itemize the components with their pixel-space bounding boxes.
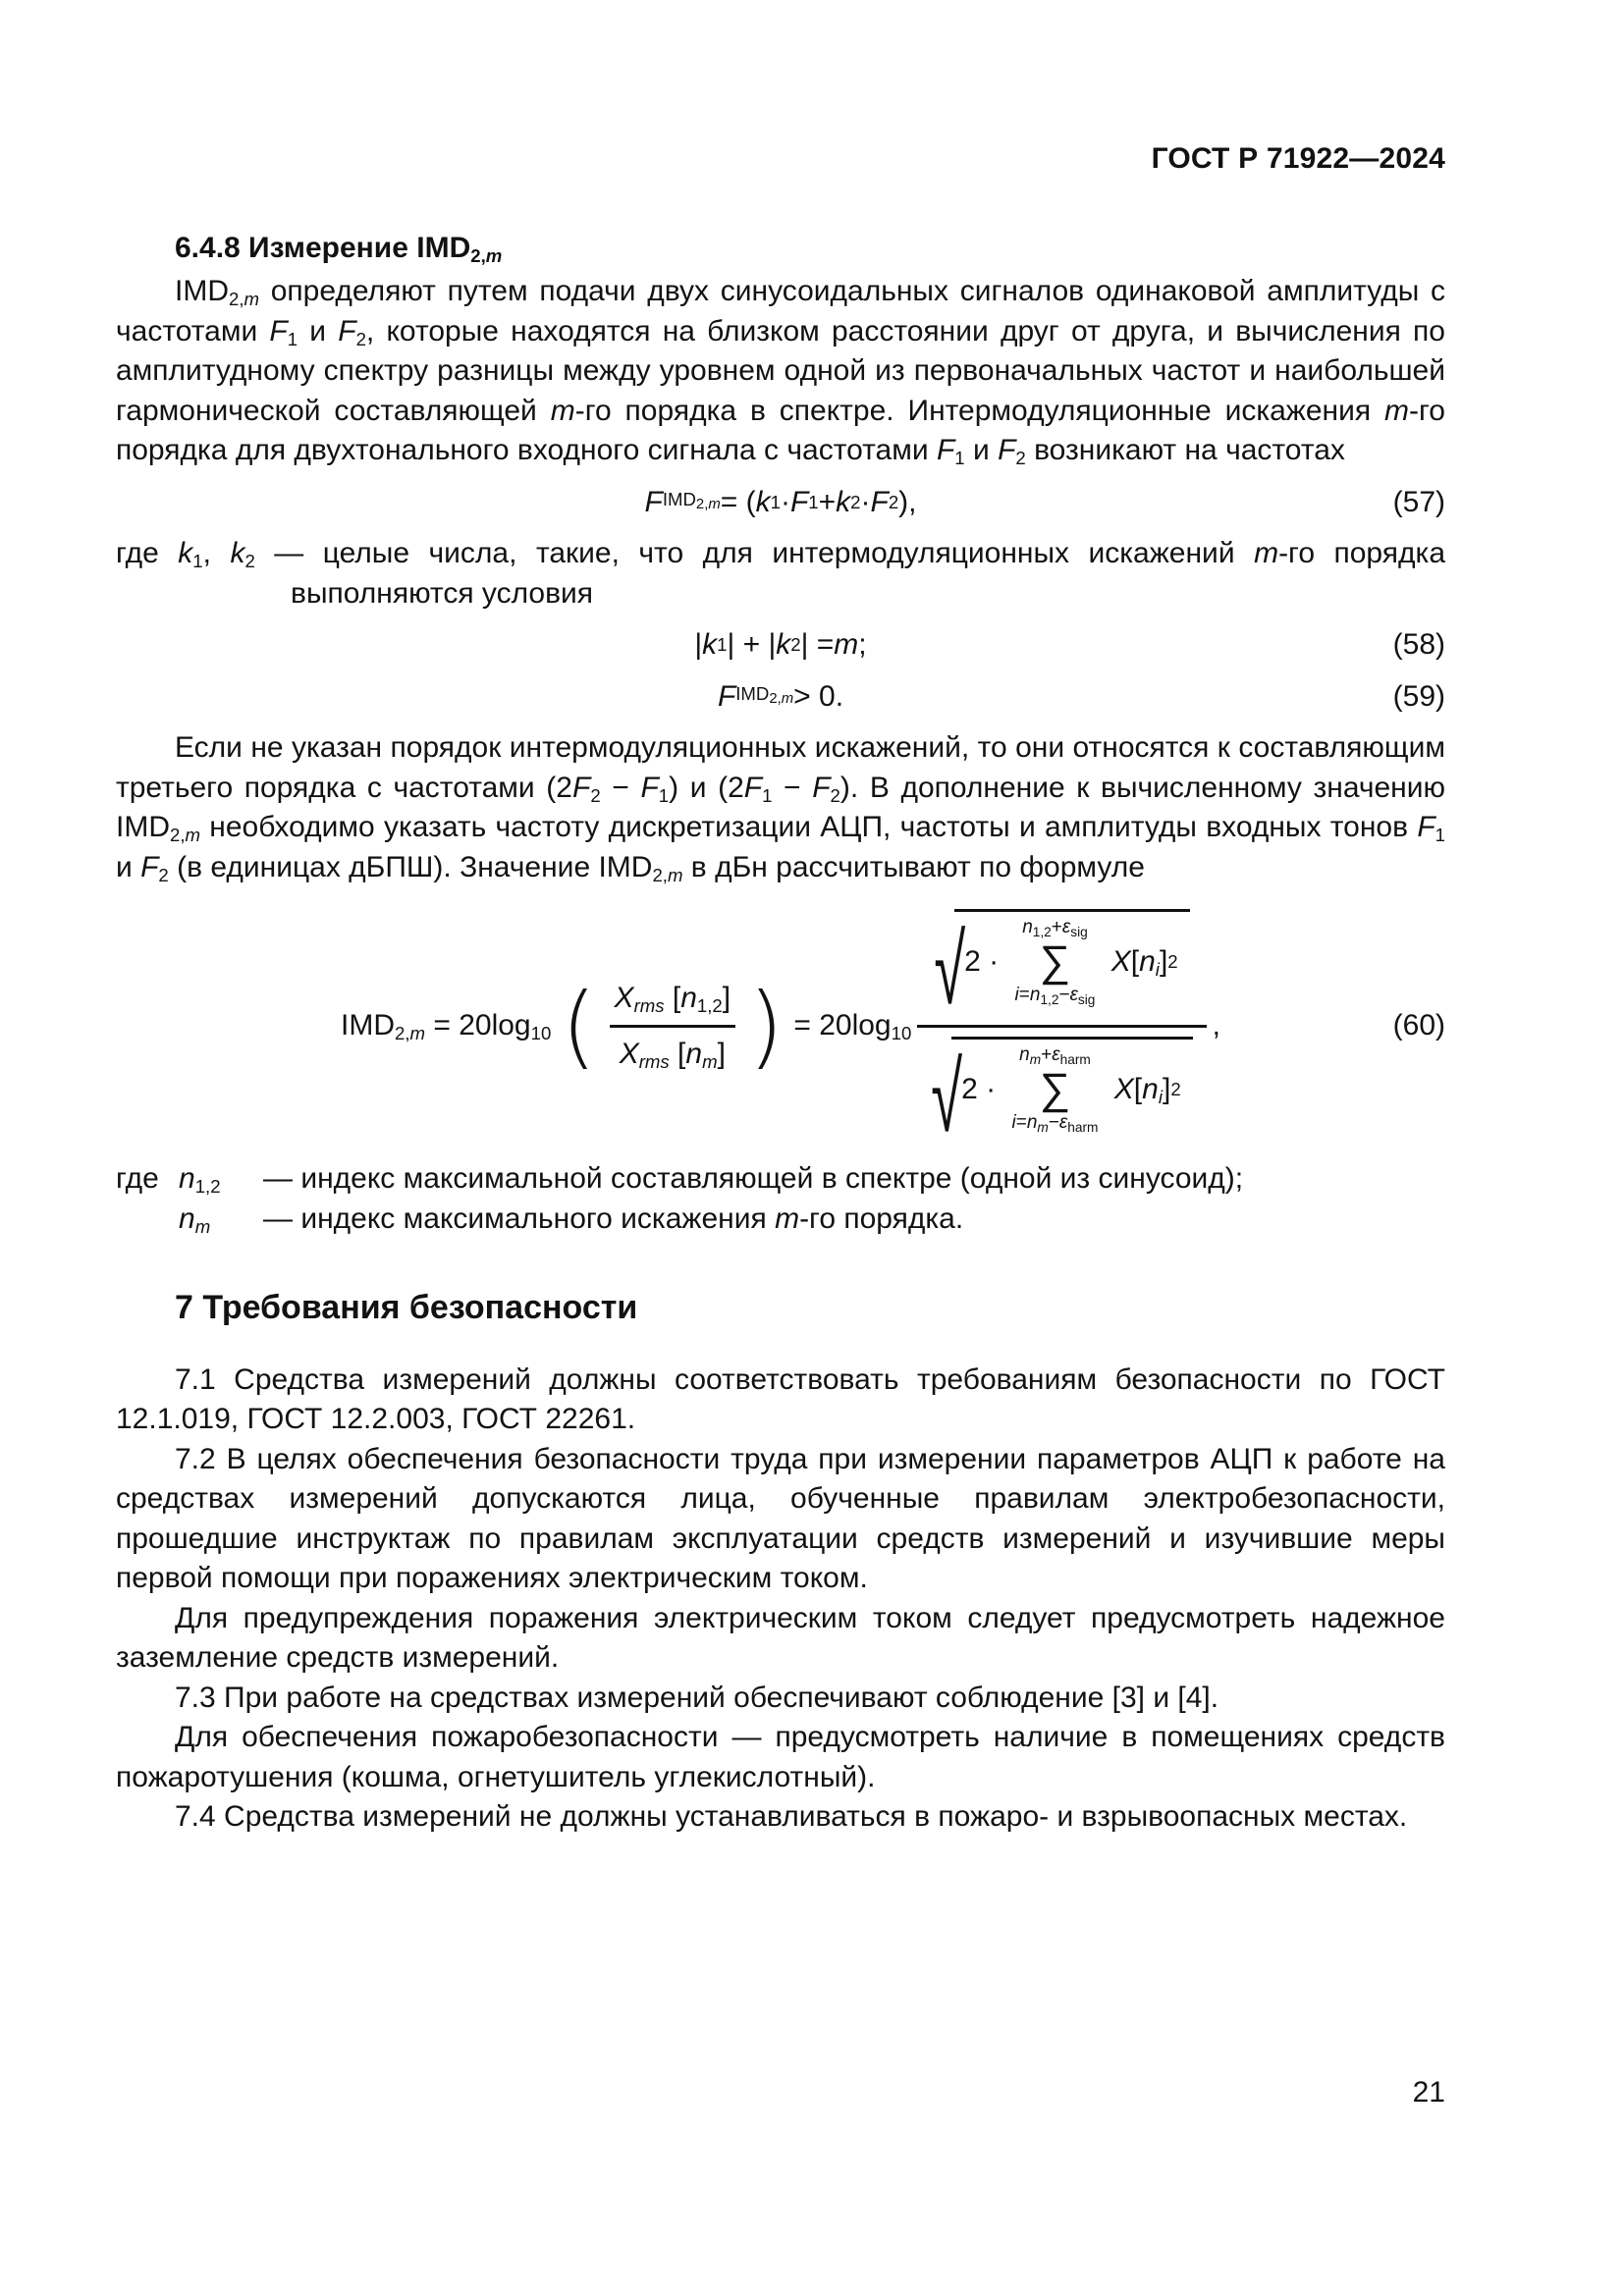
paragraph-7-3: 7.3 При работе на средствах измерений обеспечивают соблюдение [3] и [4]. bbox=[175, 1681, 1219, 1714]
page-number: 21 bbox=[1412, 2076, 1445, 2109]
equation-58-number: (58) bbox=[1392, 628, 1445, 661]
paragraph-where-k: где $k_1$, $k_2$ — целые числа, такие, что для интермодуляционных искажений m-го порядка выполняются условия bbox=[116, 537, 1446, 610]
heading-section-7: 7 Требования безопасности bbox=[175, 1289, 638, 1327]
where-term-n12: $n_{1,2}$ bbox=[179, 1162, 221, 1198]
paragraph-7-1: 7.1 Средства измерений должны соответствовать требованиям безопасности по ГОСТ 12.1.019, ГОСТ 12.2.003, ГОСТ 22261. bbox=[116, 1362, 1445, 1436]
equation-60-number: (60) bbox=[1392, 1009, 1445, 1042]
equation-57-body: F $IMD_{2,m}$ = ( k 1 · F 1 + k 2 · F 2 ), bbox=[644, 485, 917, 518]
paragraph-7-2: 7.2 В целях обеспечения безопасности труда при измерении параметров АЦП к работе на средствах измерений допускаются лица, обученные правилам электробезопасности, прошедшие инструктаж по правилам эксплуатации средств измерений и изучившие меры первой помощи при поражениях электрическим током. bbox=[116, 1442, 1445, 1595]
where-definitions bbox=[116, 1159, 1445, 1239]
section-7-body bbox=[116, 1361, 1445, 1838]
where-def-nm: — индекс максимального искажения m-го порядка. bbox=[263, 1201, 964, 1235]
where-def-n12: — индекс максимальной составляющей в спектре (одной из синусоид); bbox=[263, 1162, 1244, 1196]
where-row-n12 bbox=[116, 1159, 1445, 1200]
equation-57-number: (57) bbox=[1392, 485, 1445, 518]
equation-59 bbox=[116, 677, 1445, 718]
equation-60 bbox=[116, 907, 1445, 1152]
heading-6-4-8: 6.4.8 Измерение $IMD_{2,m}$ bbox=[175, 231, 503, 266]
equation-58 bbox=[116, 625, 1445, 666]
where-row-nm bbox=[116, 1200, 1445, 1240]
paragraph-third-order: Если не указан порядок интермодуляционных искажений, то они относятся к составляющим третьего порядка с частотами $(2F_2 - F_1)$ и $(2F_1 - F_2)$. В дополнение к вычисленному значению $IMD_{2,m}$ необходимо указать частоту дискретизации АЦП, частоты и амплитуды входных тонов $F_1$ и $F_2$ (в единицах дБПШ). Значение $IMD_{2,m}$ в дБн рассчитывают по формуле bbox=[116, 731, 1445, 885]
document-code: ГОСТ Р 71922—2024 bbox=[1151, 142, 1445, 175]
equation-59-number: (59) bbox=[1392, 679, 1445, 713]
where-term-nm: $n_m$ bbox=[179, 1201, 211, 1237]
equation-57 bbox=[116, 483, 1445, 523]
paragraph-imd-intro: $IMD_{2,m}$ определяют путем подачи двух синусоидальных сигналов одинаковой амплитуды с частотами $F_1$ и $F_2$, которые находятся на близком расстоянии друг от друга, и вычисления по амплитудному спектру разницы между уровнем одной из первоначальных частот и наибольшей гармонической составляющей m-го порядка в спектре. Интермодуляционные искажения m-го порядка для двухтонального входного сигнала с частотами $F_1$ и $F_2$ возникают на частотах bbox=[116, 275, 1445, 469]
where-label: где bbox=[116, 1162, 159, 1196]
paragraph-7-3-fire: Для обеспечения пожаробезопасности — предусмотреть наличие в помещениях средств пожаротушения (кошма, огнетушитель углекислотный). bbox=[116, 1721, 1445, 1793]
equation-60-body: $IMD_{2,m} = 20\log_{10}$ ( $\frac{X_{rms} [n_{1,2}]}{X_{rms} [n_m]}$ ) = $20\log_{10}$ √ 2 · $n_{1,2}+\varepsilon_{sig}$ ∑ $i=n_{1,2}-\varepsilon_{sig}$ X [ $n_i$ ] 2 √ 2 · $n_m+\varepsilon_{harm}$ ∑ $i=n_m-\varepsilon_{harm}$ X [ $n_i$ ] 2 , bbox=[206, 907, 1355, 1146]
page-content bbox=[116, 139, 1445, 1838]
paragraph-7-2-grounding: Для предупреждения поражения электрическим током следует предусмотреть надежное заземление средств измерений. bbox=[116, 1601, 1445, 1675]
equation-58-body: | k 1 | + | k 2 | = m ; bbox=[694, 628, 867, 661]
equation-59-body: F $IMD_{2,m}$ > 0. bbox=[717, 679, 844, 713]
paragraph-7-4: 7.4 Средства измерений не должны устанавливаться в пожаро- и взрывоопасных местах. bbox=[175, 1800, 1408, 1834]
